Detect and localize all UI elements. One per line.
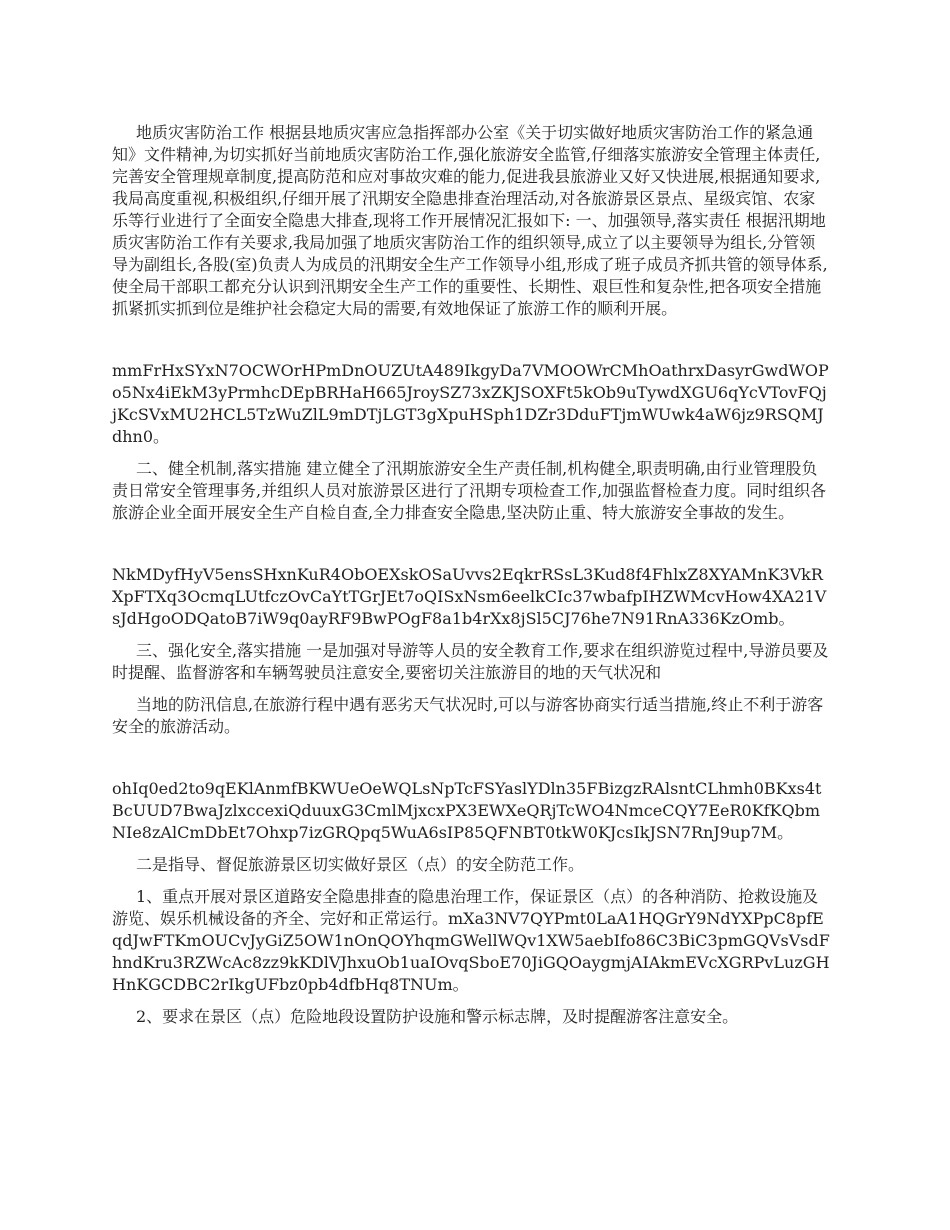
random-code-2: NkMDyfHyV5ensSHxnKuR4ObOEXskOSaUvvs2EqkrRSsL3Kud8f4FhlxZ8XYAMnK3VkRXpFTXq3OcmqLUtfczOvCaYtTGrJEt7oQISxNsm6eelkCIc37wbafpIHZWMcvHow4XA21VsJdHgoODQatoB7iW9q0ayRF9BwPOgF8a1b4rXx8jSl5CJ76he7N91RnA336KzOmb。 bbox=[112, 565, 827, 628]
document-body bbox=[112, 122, 830, 1028]
paragraph-flood-info: 当地的防汛信息,在旅游行程中遇有恶劣天气状况时,可以与游客协商实行适当措施,终止不利于游客安全的旅游活动。 bbox=[112, 695, 824, 736]
paragraph-guidance: 二是指导、督促旅游景区切实做好景区（点）的安全防范工作。 bbox=[136, 855, 585, 874]
paragraph-intro: 地质灾害防治工作 根据县地质灾害应急指挥部办公室《关于切实做好地质灾害防治工作的紧急通知》文件精神,为切实抓好当前地质灾害防治工作,强化旅游安全监管,仔细落实旅游安全管理主体责任,完善安全管理规章制度,提高防范和应对事故灾难的能力,促进我县旅游业又好又快进展,根据通知要求,我局高度重视,积极组织,仔细开展了汛期安全隐患排查治理活动,对各旅游景区景点、星级宾馆、农家乐等行业进行了全面安全隐患大排查,现将工作开展情况汇报如下: 一、加强领导,落实责任 根据汛期地质灾害防治工作有关要求,我局加强了地质灾害防治工作的组织领导,成立了以主要领导为组长,分管领导为副组长,各股(室)负责人为成员的汛期安全生产工作领导小组,形成了班子成员齐抓共管的领导体系,使全局干部职工都充分认识到汛期安全生产工作的重要性、长期性、艰巨性和复杂性,把各项安全措施抓紧抓实抓到位是维护社会稳定大局的需要,有效地保证了旅游工作的顺利开展。 bbox=[112, 123, 828, 318]
spacer bbox=[112, 448, 830, 458]
spacer bbox=[112, 844, 830, 854]
random-code-3: ohIq0ed2to9qEKlAnmfBKWUeOeWQLsNpTcFSYaslYDln35FBizgzRAlsntCLhmh0BKxs4tBcUUD7BwaJzlxccexiQduuxG3CmlMjxcxPX3EWXeQRjTcWO4NmceCQY7EeR0KfKQbmNIe8zAlCmDbEt7Ohxp7izGRQpq5WuA6sIP85QFNBT0tkW0KJcsIkJSN7RnJ9up7M。 bbox=[112, 779, 822, 842]
paragraph-item-1: 1、重点开展对景区道路安全隐患排查的隐患治理工作，保证景区（点）的各种消防、抢救设施及游览、娱乐机械设备的齐全、完好和正常运行。mXa3NV7QYPmt0LaA1HQGrY9NdYXPpC8pfEqdJwFTKmOUCvJyGiZ5OW1nOnQOYhqmGWellWQv1XW5aebIfo86C3BiC3pmGQVsVsdFhndKru3RZWcAc8zz9kKDlVJhxuOb1uaIOvqSboE70JiGQOaygmjAIAkmEVcXGRPvLuzGHHnKGCDBC2rIkgUFbz0pb4dfbHq8TNUm。 bbox=[112, 887, 830, 994]
spacer bbox=[112, 876, 830, 886]
paragraph-mechanism: 二、健全机制,落实措施 建立健全了汛期旅游安全生产责任制,机构健全,职责明确,由行业管理股负责日常安全管理事务,并组织人员对旅游景区进行了汛期专项检查工作,加强监督检查力度。同时组织各旅游企业全面开展安全生产自检自查,全力排查安全隐患,坚决防止重、特大旅游安全事故的发生。 bbox=[112, 459, 827, 522]
spacer bbox=[112, 684, 830, 694]
spacer bbox=[112, 996, 830, 1006]
random-code-1: mmFrHxSYxN7OCWOrHPmDnOUZUtA489IkgyDa7VMOOWrCMhOathrxDasyrGwdWOPo5Nx4iEkM3yPrmhcDEpBRHaH665JroySZ73xZKJSOXFt5kOb9uTywdXGU6qYcVTovFQjjKcSVxMU2HCL5TzWuZlL9mDTjLGT3gXpuHSph1DZr3DduFTjmWUwk4aW6jz9RSQMJdhn0。 bbox=[112, 361, 829, 446]
spacer bbox=[112, 738, 830, 778]
spacer bbox=[112, 524, 830, 564]
paragraph-safety: 三、强化安全,落实措施 一是加强对导游等人员的安全教育工作,要求在组织游览过程中,导游员要及时提醒、监督游客和车辆驾驶员注意安全,要密切关注旅游目的地的天气状况和 bbox=[112, 641, 829, 682]
paragraph-item-2: 2、要求在景区（点）危险地段设置防护设施和警示标志牌，及时提醒游客注意安全。 bbox=[136, 1007, 739, 1026]
spacer bbox=[112, 320, 830, 360]
spacer bbox=[112, 630, 830, 640]
